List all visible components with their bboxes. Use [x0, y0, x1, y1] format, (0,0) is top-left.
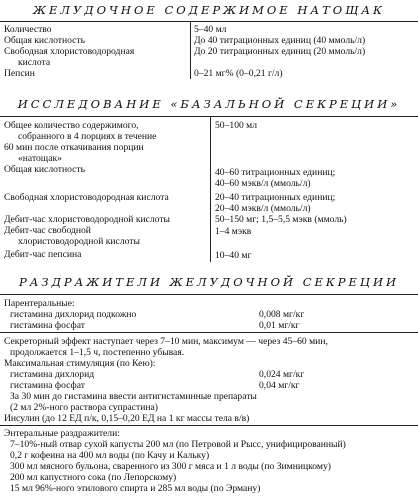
list-item-label: гистамина дихлорид: [10, 369, 95, 380]
section3-title: РАЗДРАЖИТЕЛИ ЖЕЛУДОЧНОЙ СЕКРЕЦИИ: [18, 275, 400, 289]
section2-top-rule: [0, 116, 418, 117]
row-label: Дебит-час хлористоводородной кислоты: [4, 214, 170, 225]
note-line: (2 мл 2%-ного раствора супрастина): [10, 402, 158, 413]
row-value: До 20 титрационных единиц (20 ммоль/л): [194, 46, 366, 57]
list-item-label: гистамина дихлорид подкожно: [10, 309, 137, 320]
list-item: 300 мл мясного бульона, сваренного из 300 г мяса и 1 л воды (по Зимницкому): [10, 461, 331, 472]
row-value: 10–40 мг: [215, 250, 252, 261]
section2-column-divider: [210, 117, 211, 262]
row-value: 1–4 мэкв: [215, 226, 252, 237]
section3-top-rule: [0, 294, 418, 295]
list-item-label: гистамина фосфат: [10, 320, 85, 331]
note-line: За 30 мин до гистамина ввести антигистаминные препараты: [10, 391, 257, 402]
row-value: 40–60 титрационных единиц;: [215, 167, 336, 178]
row-label: Пепсин: [4, 68, 35, 79]
subheading-kay: Максимальная стимуляция (по Кею):: [4, 358, 156, 369]
row-label: Свободная хлористоводородная кислота: [4, 192, 169, 203]
row-label: Дебит-час свободной: [4, 225, 91, 236]
row-label: Общая кислотность: [4, 164, 85, 175]
row-label: собранного в 4 порциях в течение: [18, 131, 157, 142]
row-value: 0–21 мг% (0–0,21 г/л): [194, 68, 283, 79]
list-item: 200 мл капустного сока (по Лепорскому): [10, 472, 177, 483]
row-label: кислота: [18, 57, 51, 68]
list-item-value: 0,01 мг/кг: [259, 320, 300, 331]
insulin-line: Инсулин (до 12 ЕД п/к, 0,15–0,20 ЕД на 1 кг массы тела в/в): [4, 413, 250, 424]
row-value: 5–40 мл: [194, 24, 227, 35]
row-value: 50–100 мл: [215, 120, 258, 131]
subheading-enteral: Энтеральные раздражители:: [4, 428, 120, 439]
list-item-value: 0,008 мг/кг: [259, 309, 305, 320]
subheading-parenteral: Парентеральные:: [4, 298, 75, 309]
section2-title: ИССЛЕДОВАНИЕ «БАЗАЛЬНОЙ СЕКРЕЦИИ»: [17, 97, 401, 111]
paragraph-line: Секреторный эффект наступает через 7–10 мин, максимум — через 45–60 мин,: [4, 336, 328, 347]
row-label: хлористоводородной кислоты: [18, 236, 140, 247]
row-label: Количество: [4, 24, 52, 35]
list-item-label: гистамина фосфат: [10, 380, 85, 391]
list-item-value: 0,04 мг/кг: [259, 380, 300, 391]
row-value: 50–150 мг; 1,5–5,5 мэкв (ммоль): [215, 214, 347, 225]
row-label: Дебит-час пепсина: [4, 249, 82, 260]
list-item: 0,2 г кофеина на 400 мл воды (по Качу и Кальку): [10, 450, 210, 461]
row-label: «натощак»: [18, 153, 62, 164]
section3-divider: [0, 425, 418, 426]
section1-title: ЖЕЛУДОЧНОЕ СОДЕРЖИМОЕ НАТОЩАК: [33, 3, 385, 17]
section3-divider: [0, 332, 418, 333]
row-label: Общее количество содержимого,: [4, 120, 139, 131]
row-value: 40–60 мэкв/л (ммоль/л): [215, 178, 311, 189]
row-value: До 40 титрационных единиц (40 ммоль/л): [194, 35, 366, 46]
list-item: 7–10%-ный отвар сухой капусты 200 мл (по Петровой и Рысс, унифицированный): [10, 439, 346, 450]
section1-column-divider: [190, 22, 191, 79]
row-label: Общая кислотность: [4, 35, 85, 46]
paragraph-line: продолжается 1–1,5 ч, постепенно убывая.: [10, 347, 185, 358]
row-value: 20–40 мэкв/л (ммоль/л): [215, 203, 311, 214]
list-item: 15 мл 96%-ного этилового спирта и 285 мл воды (по Эрману): [10, 483, 261, 494]
row-label: Свободная хлористоводородная: [4, 46, 135, 57]
section1-top-rule: [0, 21, 418, 22]
row-label: 60 мин после откачивания порции: [4, 142, 144, 153]
row-value: 20–40 титрационных единиц;: [215, 192, 336, 203]
list-item-value: 0,024 мг/кг: [259, 369, 305, 380]
